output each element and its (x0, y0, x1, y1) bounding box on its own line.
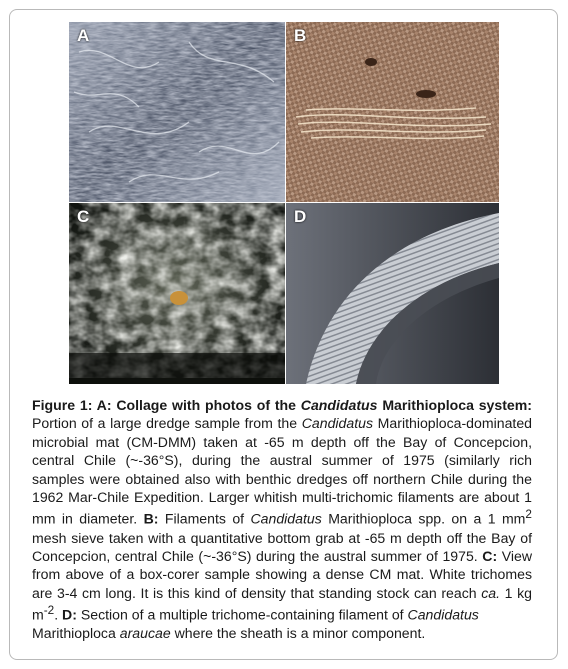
caption-a-title-italic: Candidatus (300, 397, 378, 413)
panel-label-d: D (294, 207, 307, 226)
figure-label: Figure 1: (32, 397, 93, 413)
figure-caption (32, 396, 532, 643)
photo-panel-c (69, 203, 285, 384)
caption-a-italic: Candidatus (301, 415, 374, 432)
caption-d-label: D: (62, 606, 77, 623)
caption-c-italic: ca. (481, 584, 501, 601)
caption-c-text-2: 1 kg m (32, 584, 533, 623)
photo-panel-a (69, 22, 285, 202)
panel-label-b: B (294, 26, 307, 45)
caption-a-title-end: Marithioploca system: (382, 397, 532, 413)
caption-b-text: Filaments of (164, 511, 245, 528)
panel-label-c: C (77, 207, 90, 226)
photo-c-image (69, 203, 285, 384)
caption-c-text: View from above of a box-corer sample showing a dense CM mat. White trichomes are 3-4 cm long. It is this kind of density that standing stock can reach (32, 547, 533, 601)
caption-a-text: Portion of a large dredge sample from the (32, 415, 298, 432)
caption-b-italic: Candidatus (250, 511, 322, 528)
caption-c-sup: -2 (43, 604, 55, 618)
caption-b-label: B: (143, 511, 159, 528)
caption-d-text-3: where the sheath is a minor component. (174, 625, 426, 642)
caption-c-text-3: . (54, 606, 59, 623)
caption-d-italic-2: araucae (119, 625, 171, 642)
caption-c-label: C: (482, 547, 498, 564)
caption-a-title: Collage with photos of the (116, 397, 296, 413)
photo-a-image (69, 22, 285, 202)
caption-d-italic: Candidatus (407, 606, 479, 623)
panel-label-a: A (77, 26, 90, 45)
caption-b-sup: 2 (525, 508, 532, 522)
caption-d-text-2: Marithioploca (32, 625, 116, 642)
caption-a-text-2: Marithioploca-dominated microbial mat (CM-DMM) taken at -65 m depth off the Bay of Concepcion, central Chile (~-36°S), during the austral summer of 1975 (similarly rich samples were obtained also with benthic dredges off northern Chile during the 1962 Mar-Chile Expedition. Larger whitish multi-trichomic filaments are about 1 mm in diameter. (32, 415, 533, 528)
photo-b-image (286, 22, 499, 202)
caption-b-text-2: Marithioploca spp. on a 1 mm (328, 511, 526, 528)
caption-a-label: A: (96, 397, 112, 413)
photo-panel-b (286, 22, 499, 202)
caption-b-text-3: mesh sieve taken with a quantitative bottom grab at -65 m depth off the Bay of Concepcion, central Chile (~-36°S) during the austral summer of 1975. (32, 529, 532, 564)
photo-panel-d (286, 203, 499, 384)
caption-d-text: Section of a multiple trichome-containing filament of (80, 606, 404, 623)
photo-d-image (286, 203, 499, 384)
